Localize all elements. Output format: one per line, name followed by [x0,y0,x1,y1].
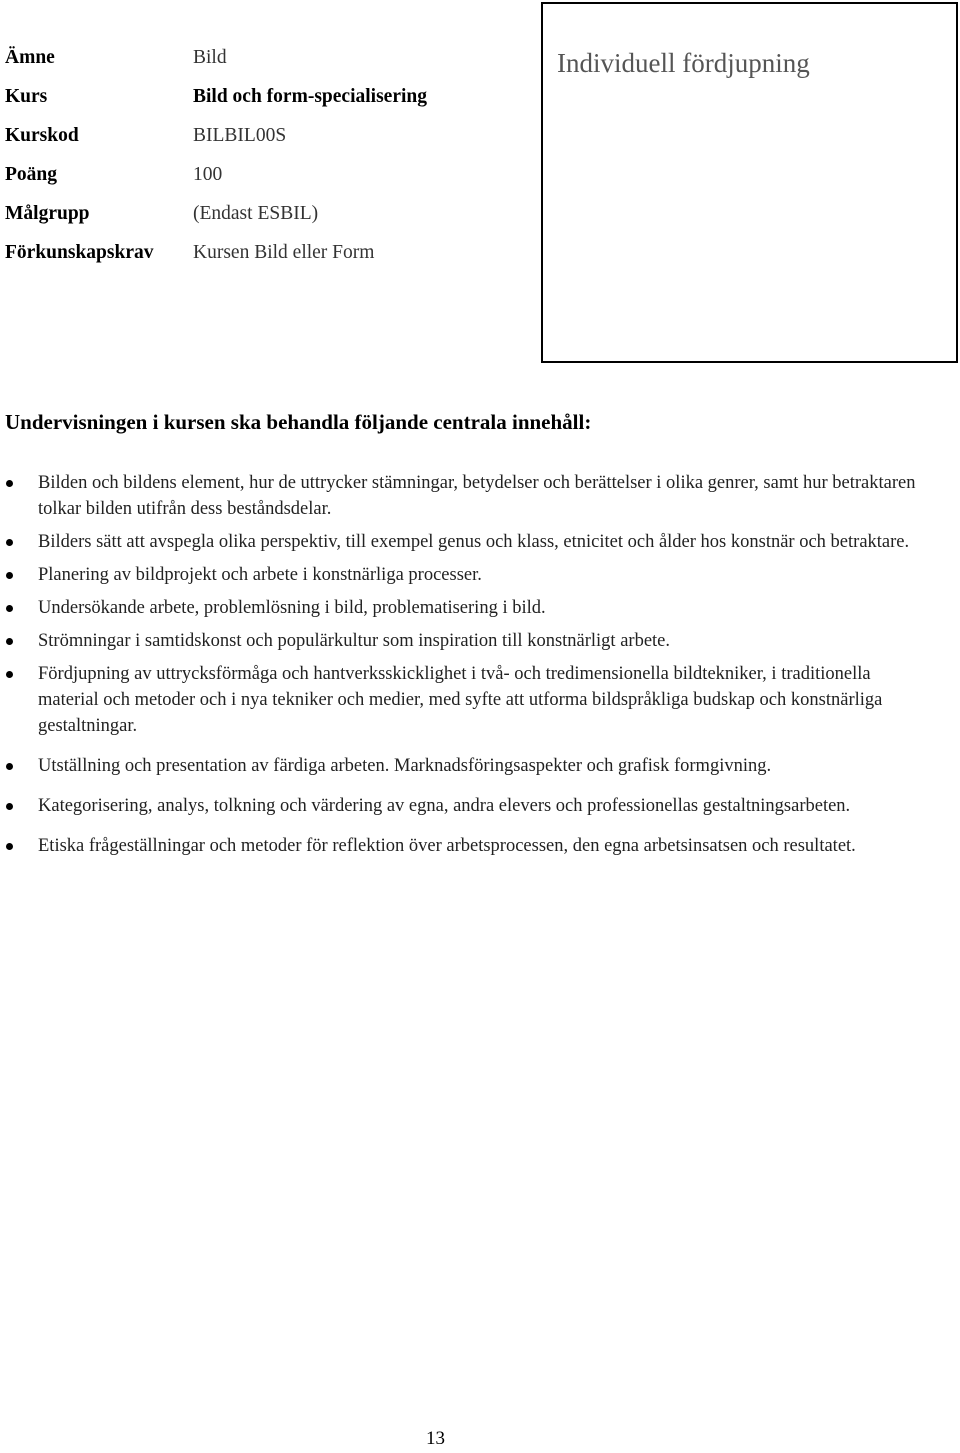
list-item-text: Planering av bildprojekt och arbete i konstnärliga processer. [38,565,482,585]
bullet-icon [6,572,13,579]
course-type-box [541,2,958,363]
course-info-label: Ämne [5,46,55,68]
list-item-text: Bilden och bildens element, hur de uttrycker stämningar, betydelser och berättelser i olika genrer, samt hur betraktaren tolkar bilden utifrån dess beståndsdelar. [38,473,916,519]
bullet-icon [6,843,13,850]
course-info-value: BILBIL00S [193,124,287,146]
list-item-text: Kategorisering, analys, tolkning och värdering av egna, andra elevers och professionellas gestaltningsarbeten. [38,796,851,816]
course-info-label: Kurskod [5,124,79,146]
bullet-icon [6,480,13,487]
course-info-row [5,116,427,155]
list-item-text: Bilders sätt att avspegla olika perspektiv, till exempel genus och klass, etnicitet och ålder hos konstnär och betraktare. [38,532,910,552]
list-item [0,628,920,654]
list-item [0,470,920,522]
course-info-value: 100 [193,163,223,185]
course-type-title: Individuell fördjupning [557,48,810,78]
bullet-icon [6,803,13,810]
bullet-icon [6,605,13,612]
bullet-icon [6,671,13,678]
central-content-list [0,470,920,866]
list-item [0,595,920,621]
list-item-text: Etiska frågeställningar och metoder för reflektion över arbetsprocessen, den egna arbetsinsatsen och resultatet. [38,836,856,856]
list-item-text: Utställning och presentation av färdiga arbeten. Marknadsföringsaspekter och grafisk formgivning. [38,756,772,776]
course-info-label: Förkunskapskrav [5,241,154,263]
course-info-value: (Endast ESBIL) [193,202,319,224]
course-info-row [5,155,427,194]
list-item [0,562,920,588]
course-info-label: Kurs [5,85,48,107]
course-info-row [5,77,427,116]
course-info-label: Målgrupp [5,202,90,224]
bullet-icon [6,763,13,770]
course-info-row [5,194,427,233]
course-info-value: Bild och form-specialisering [193,85,427,107]
list-item [0,753,920,779]
course-info-label: Poäng [5,163,58,185]
list-item-text: Undersökande arbete, problemlösning i bild, problematisering i bild. [38,598,546,618]
course-info-value: Bild [193,46,227,68]
section-heading: Undervisningen i kursen ska behandla följande centrala innehåll: [5,410,592,434]
course-info-row [5,38,427,77]
bullet-icon [6,638,13,645]
list-item [0,529,920,555]
list-item-text: Fördjupning av uttrycksförmåga och hantverksskicklighet i två- och tredimensionella bildtekniker, i traditionella material och metoder och i nya tekniker och medier, med syfte att utforma bildspråkliga budskap och konstnärliga gestaltningar. [38,664,883,736]
list-item [0,833,920,859]
page-number: 13 [426,1428,445,1449]
bullet-icon [6,539,13,546]
course-info-value: Kursen Bild eller Form [193,241,375,263]
course-info-row [5,233,427,272]
list-item [0,661,920,739]
course-info-table [5,38,427,272]
list-item-text: Strömningar i samtidskonst och populärkultur som inspiration till konstnärligt arbete. [38,631,671,651]
list-item [0,793,920,819]
